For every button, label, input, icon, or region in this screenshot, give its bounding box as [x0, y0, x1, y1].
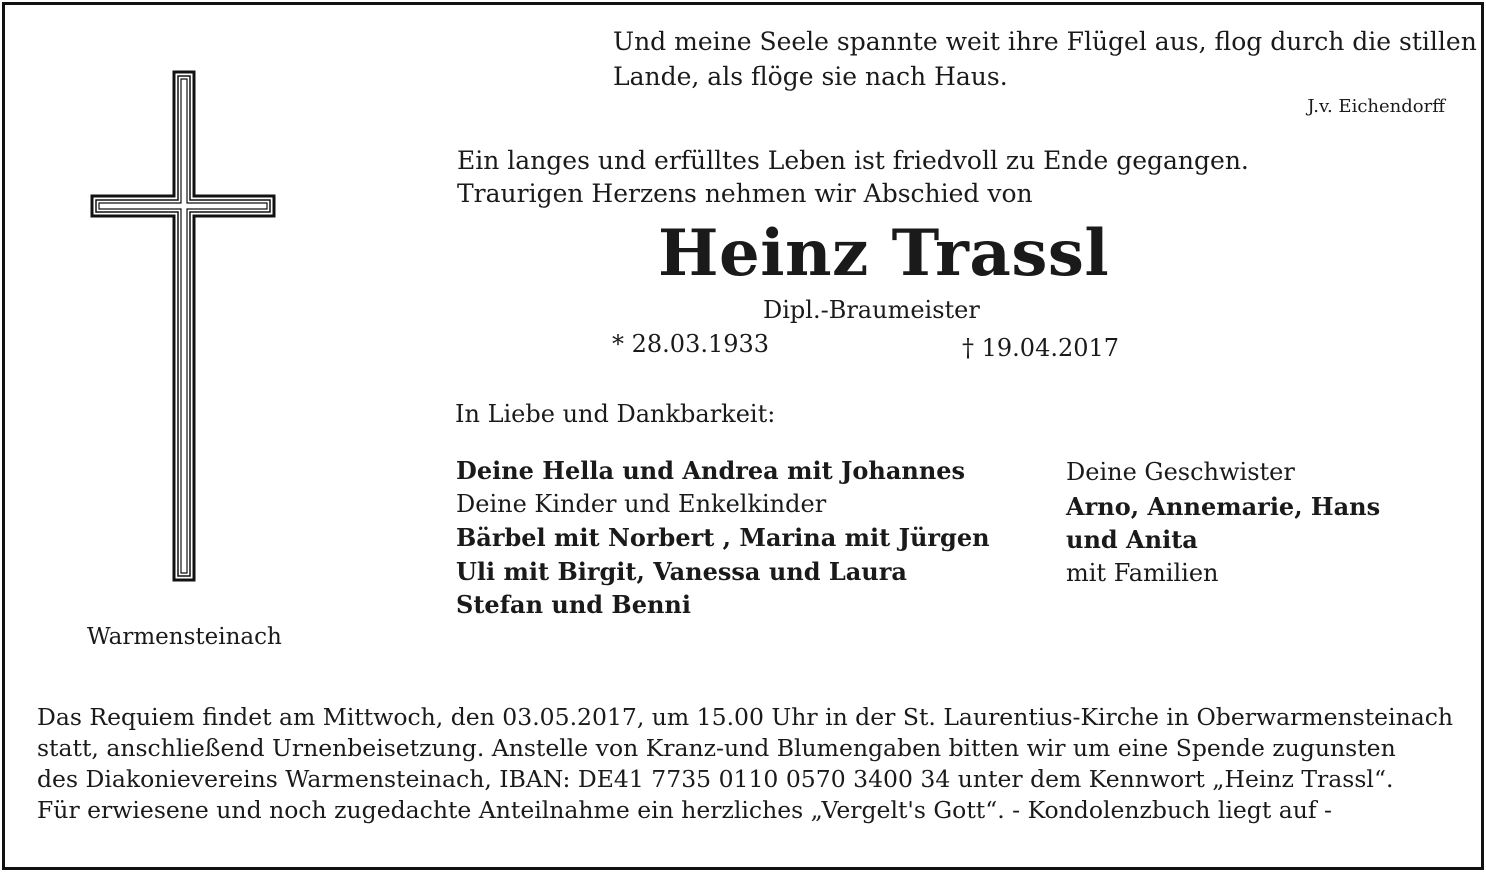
quote — [613, 24, 1477, 94]
family-line: Deine Kinder und Enkelkinder — [456, 489, 827, 518]
dank-heading: In Liebe und Dankbarkeit: — [455, 400, 776, 428]
family-right-list — [1066, 456, 1380, 590]
family-line: Deine Geschwister — [1066, 458, 1295, 486]
notice-line: Das Requiem findet am Mittwoch, den 03.05.2017, um 15.00 Uhr in der St. Laurentius-Kirche in Oberwarmensteinach — [37, 703, 1454, 731]
death-date: † 19.04.2017 — [962, 334, 1120, 362]
deceased-title: Dipl.-Braumeister — [763, 296, 980, 324]
notice-line: Für erwiesene und noch zugedachte Anteilnahme ein herzliches „Vergelt's Gott“. - Kondolenzbuch liegt auf - — [37, 796, 1333, 824]
deceased-name: Heinz Trassl — [658, 216, 1110, 291]
family-line: Stefan und Benni — [456, 590, 691, 619]
notice-text — [37, 702, 1453, 826]
quote-line: Lande, als flöge sie nach Haus. — [613, 62, 1008, 91]
place-name: Warmensteinach — [87, 624, 282, 650]
family-line: Deine Hella und Andrea mit Johannes — [456, 456, 966, 485]
birth-date: * 28.03.1933 — [612, 330, 770, 358]
intro-line: Ein langes und erfülltes Leben ist friedvoll zu Ende gegangen. — [457, 146, 1249, 175]
quote-line: Und meine Seele spannte weit ihre Flügel aus, flog durch die stillen — [613, 27, 1477, 56]
intro-text — [457, 144, 1249, 210]
family-line: und Anita — [1066, 525, 1198, 554]
family-line: Bärbel mit Norbert , Marina mit Jürgen — [456, 523, 990, 552]
cross-icon — [88, 70, 278, 582]
family-line: Uli mit Birgit, Vanessa und Laura — [456, 556, 907, 586]
family-line: mit Familien — [1066, 558, 1219, 587]
intro-line: Traurigen Herzens nehmen wir Abschied von — [457, 179, 1033, 208]
family-left-list — [456, 454, 990, 622]
notice-line: statt, anschließend Urnenbeisetzung. Anstelle von Kranz-und Blumengaben bitten wir um eine Spende zugunsten — [37, 734, 1396, 762]
family-line: Arno, Annemarie, Hans — [1066, 491, 1381, 521]
quote-author: J.v. Eichendorff — [1307, 96, 1445, 117]
notice-line: des Diakonievereins Warmensteinach, IBAN: DE41 7735 0110 0570 3400 34 unter dem Kennwort „Heinz Trassl“. — [37, 765, 1394, 793]
